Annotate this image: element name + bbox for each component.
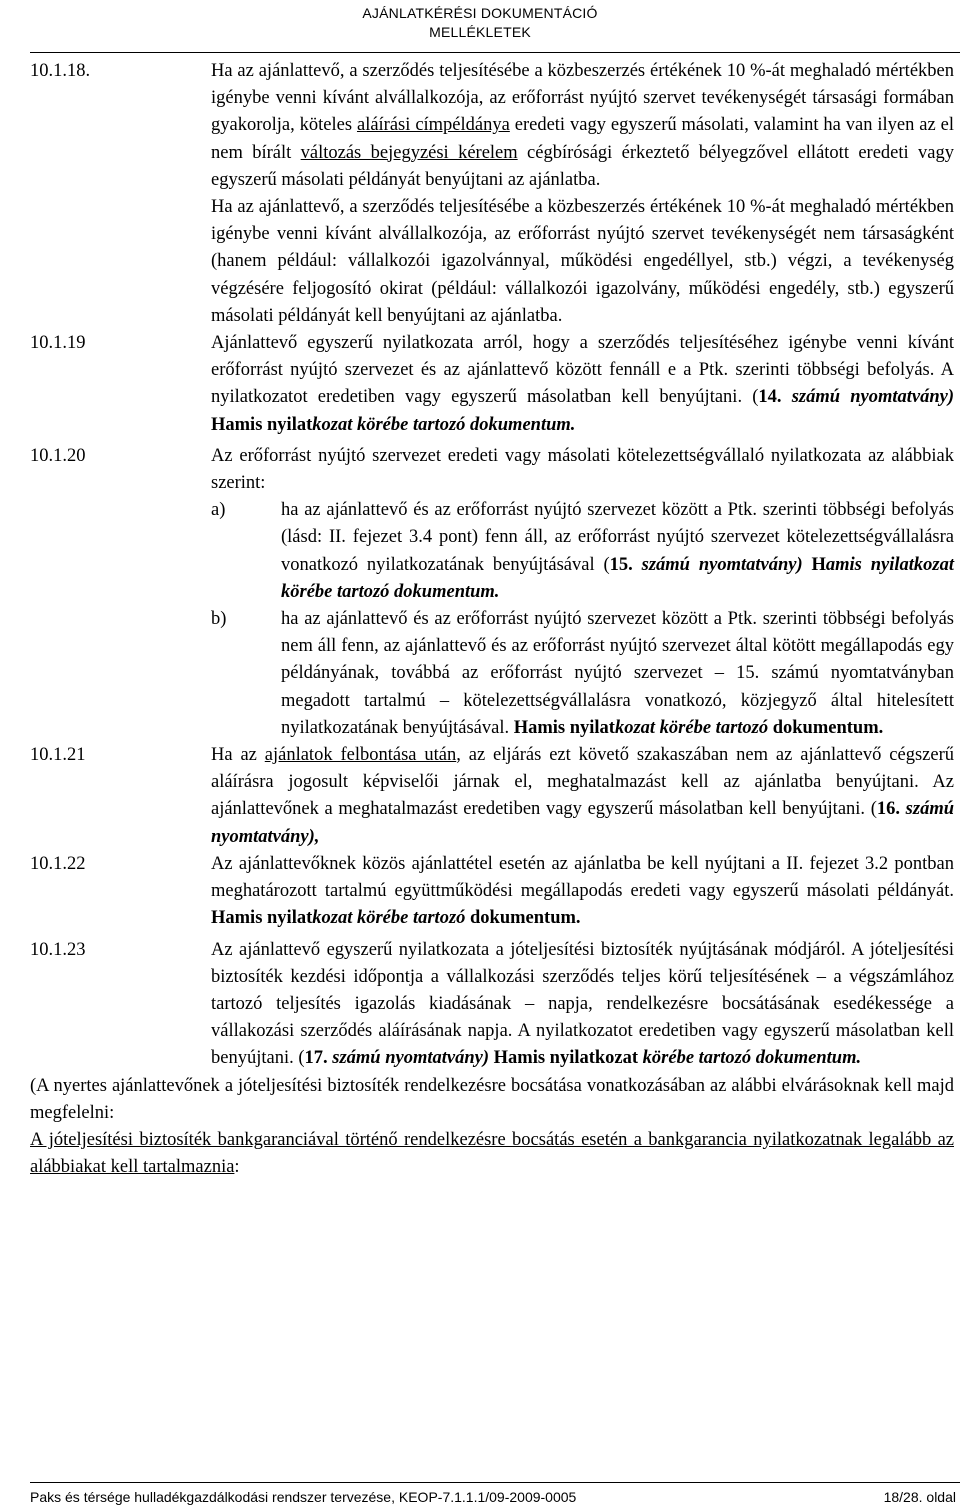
false-statement-note: H	[802, 554, 826, 575]
section-number: 10.1.23	[30, 939, 86, 960]
footer-divider	[30, 1482, 960, 1483]
text-run: Az ajánlattevő egyszerű nyilatkozata a jóteljesítési biztosíték nyújtásának módjáról. A jóteljesítési biztosíték kezdési időpontja a vállalkozási szerződés teljes körű teljesítésének – a végszámlához tartozó teljesítés igazolás kiadásának – napja, rendelkezésre bocsátásának esedékessége a vállakozási szerződés aláírásának napja. A nyilatkozatot eredetiben vagy egyszerű másolatban kell benyújtani. (	[211, 939, 954, 1069]
header-title: AJÁNLATKÉRÉSI DOKUMENTÁCIÓ	[362, 5, 598, 21]
paragraph	[211, 851, 954, 933]
form-reference: számú nyomtatvány)	[781, 387, 954, 408]
false-statement-note: Hamis nyilat	[211, 414, 313, 435]
section-10-1-20	[30, 443, 954, 742]
section-body	[211, 742, 954, 851]
false-statement-note: amis nyilatkozat körébe tartozó dokumentum.	[281, 554, 955, 602]
paragraph: Ha az ajánlattevő, a szerződés teljesítésébe a közbeszerzés értékének 10 %-át meghaladó mértékben igénybe venni kívánt alvállalkozója, az erőforrást nyújtó szervet tevékenységét nem társaságként (hanem például: vállalkozói igazolvánnyal, működési engedéllyel, stb.) végzi, a tevékenység végzésére feljogosító okirat (például: vállalkozói igazolvány, működési engedély, stb.) egyszerű másolati példányát kell benyújtani az ajánlatba.	[211, 197, 954, 326]
document-body	[30, 58, 954, 1181]
false-statement-note: Hamis nyilat	[513, 717, 615, 738]
form-number: 16.	[876, 799, 900, 820]
text-run: Ha az ajánlattevő, a szerződés teljesítésébe a közbeszerzés értékének 10 %-át meghaladó mértékben igénybe venni kívánt alvállalkozója, az erőforrást nyújtó szervet tevékenységét társasági formában gyakorolja, köteles	[211, 61, 954, 136]
form-number: 17.	[304, 1048, 328, 1069]
false-statement-note: kozat körébe tartozó dokumentum.	[312, 414, 576, 435]
text-run: Az ajánlattevőknek közös ajánlattétel esetén az ajánlatba be kell nyújtani a II. fejezet 3.2 pontban meghatározott tartalmú együttműködési megállapodás eredeti vagy egyszerű másolati példányát.	[211, 853, 954, 902]
paragraph	[211, 742, 954, 851]
paragraph	[211, 937, 954, 1073]
paragraph	[211, 330, 954, 439]
text-run: eredeti vagy egyszerű másolati, valamint ha van ilyen az el nem bírált	[211, 115, 954, 163]
paragraph	[211, 58, 954, 194]
false-statement-note: kozat körébe tartozó	[312, 908, 466, 929]
section-number: 10.1.22	[30, 853, 86, 874]
section-10-1-21	[30, 742, 954, 851]
false-statement-note: körébe tartozó dokumentum.	[638, 1048, 862, 1069]
section-body	[211, 851, 954, 933]
false-statement-note: Hamis nyilatkozat	[489, 1048, 639, 1069]
header-divider	[30, 52, 960, 53]
section-10-1-23	[30, 937, 954, 1073]
list-text	[281, 497, 954, 606]
list-label: a)	[211, 500, 226, 521]
list-text	[281, 606, 954, 742]
section-number: 10.1.19	[30, 333, 86, 354]
form-number: 14.	[758, 387, 782, 408]
text-run: Ha az	[211, 745, 265, 766]
list-item-b	[211, 606, 954, 742]
section-body	[211, 937, 954, 1073]
header-subtitle: MELLÉKLETEK	[429, 24, 531, 40]
section-number: 10.1.20	[30, 445, 86, 466]
text-run: ha az ajánlattevő és az erőforrást nyújtó szervezet között a Ptk. szerinti többségi befolyás (lásd: II. fejezet 3.4 pont) fenn áll, az erőforrást nyújtó szervezet kötelezettségvállalásra vonatkozó nyilatkozatának benyújtásával (	[281, 500, 954, 575]
underlined-term: változás bejegyzési kérelem	[300, 142, 518, 163]
footer-project: Paks és térsége hulladékgazdálkodási rendszer tervezése, KEOP-7.1.1.1/09-2009-0005	[30, 1489, 577, 1505]
underlined-term: ajánlatok felbontása után	[264, 745, 457, 766]
form-reference: számú nyomtatvány)	[327, 1048, 490, 1069]
false-statement-note: dokumentum.	[768, 717, 884, 738]
list-label: b)	[211, 609, 227, 630]
section-number: 10.1.18.	[30, 61, 91, 81]
section-10-1-22	[30, 851, 954, 933]
section-number: 10.1.21	[30, 745, 86, 766]
false-statement-note: kozat körébe tartozó	[614, 717, 769, 738]
page-header	[0, 4, 960, 42]
section-10-1-18	[30, 58, 954, 330]
section-body	[211, 443, 954, 742]
form-number: 15.	[609, 554, 633, 575]
form-reference: számú nyomtatvány),	[211, 799, 954, 847]
page-number: 18/28. oldal	[883, 1489, 956, 1505]
text-run: cégbírósági érkeztető bélyegzővel ellátott eredeti vagy egyszerű másolati példányát benyújtani az ajánlatba.	[211, 142, 954, 190]
page-footer	[30, 1488, 956, 1506]
paragraph	[30, 1127, 954, 1181]
text-run: , az eljárás ezt követő szakaszában nem az ajánlattevő cégszerű aláírásra jogosult képviselői járnak el, meghatalmazást kell az ajánlatba benyújtani. Az ajánlattevőnek a meghatalmazást eredetiben vagy egyszerű másolatban kell benyújtani. (	[211, 745, 954, 820]
form-reference: számú nyomtatvány)	[632, 554, 803, 575]
text-run: ha az ajánlattevő és az erőforrást nyújtó szervezet között a Ptk. szerinti többségi befolyás nem áll fenn, az ajánlattevő és az erőforrást nyújtó szervezet által kötött megállapodás egy példányának, továbbá az erőforrást nyújtó szervezet – 15. számú nyomtatványban megadott tartalmú – kötelezettségvállalásra vonatkozó, közjegyző által hitelesített nyilatkozatának benyújtásával.	[281, 609, 954, 738]
section-body	[211, 330, 954, 439]
paragraph: Az erőforrást nyújtó szervezet eredeti vagy másolati kötelezettségvállaló nyilatkozata az alábbiak szerint:	[211, 445, 954, 494]
text-run: :	[234, 1157, 240, 1178]
false-statement-note: dokumentum.	[465, 908, 581, 929]
underlined-term: aláírási címpéldánya	[356, 115, 510, 136]
paragraph: (A nyertes ajánlattevőnek a jóteljesítési biztosíték rendelkezésre bocsátása vonatkozásában az alábbi elvárásoknak kell majd megfelelni:	[30, 1075, 954, 1123]
text-run: Ajánlattevő egyszerű nyilatkozata arról, hogy a szerződés teljesítéséhez igénybe venni kívánt erőforrást nyújtó szervezet és az ajánlattevő között fennáll e a Ptk. szerinti többségi befolyás. A nyilatkozatot eredetiben vagy egyszerű másolatban kell benyújtani. (	[211, 333, 954, 408]
section-body	[211, 58, 954, 330]
list-item-a	[211, 497, 954, 606]
underlined-term: A jóteljesítési biztosíték bankgaranciával történő rendelkezésre bocsátás esetén a bankgarancia nyilatkozatnak legalább az alábbiakat kell tartalmaznia	[30, 1129, 954, 1178]
section-10-1-19	[30, 330, 954, 439]
false-statement-note: Hamis nyilat	[211, 908, 313, 929]
